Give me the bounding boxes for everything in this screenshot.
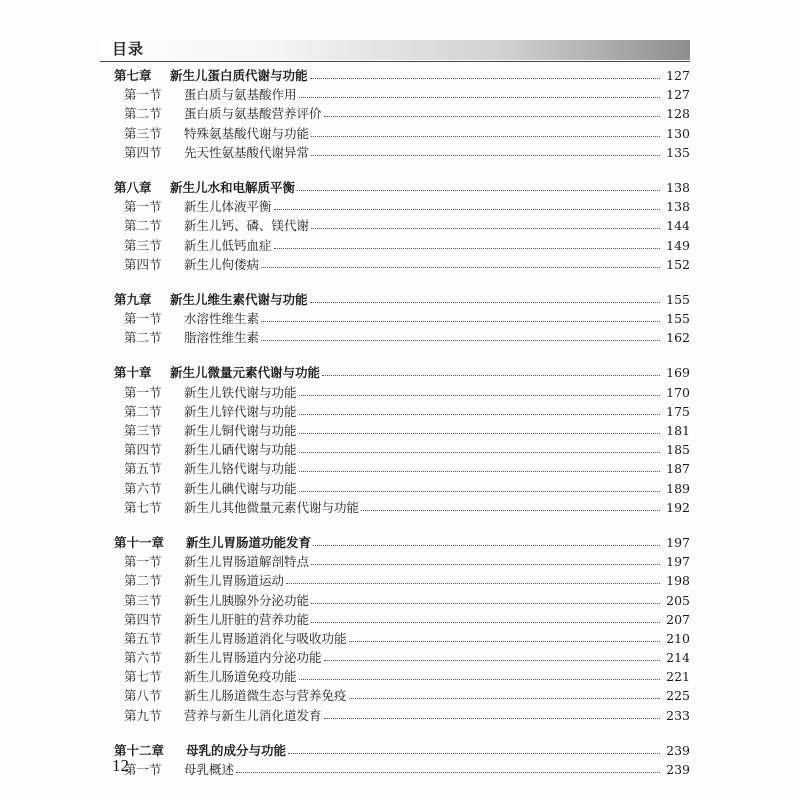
page-reference: 130 — [666, 125, 690, 141]
toc-section-row[interactable] — [114, 124, 690, 143]
chapter-number: 第七章 — [114, 68, 152, 83]
page-reference: 221 — [666, 669, 690, 685]
section-number: 第二节 — [124, 106, 162, 122]
chapter-title: 新生儿维生素代谢与功能 — [170, 291, 308, 307]
dot-leader — [324, 660, 660, 661]
toc-section-row[interactable] — [114, 197, 690, 216]
toc-chapter-row[interactable] — [114, 533, 690, 552]
section-number: 第二节 — [124, 573, 162, 589]
dot-leader — [310, 78, 660, 79]
section-number: 第四节 — [124, 442, 162, 458]
dot-leader — [299, 97, 660, 98]
toc-section-row[interactable] — [114, 421, 690, 440]
toc-chapter-row[interactable] — [114, 290, 690, 309]
page-reference: 207 — [666, 611, 690, 627]
dot-leader — [286, 583, 660, 584]
section-title: 脂溶性维生素 — [184, 330, 260, 346]
dot-leader — [322, 375, 660, 376]
dot-leader — [349, 641, 660, 642]
toc-gap — [114, 347, 690, 363]
toc-section-row[interactable] — [114, 552, 690, 571]
page-reference: 170 — [666, 384, 690, 400]
toc-chapter-row[interactable] — [114, 363, 690, 382]
dot-leader — [311, 622, 660, 623]
section-title: 新生儿胰腺外分泌功能 — [184, 592, 310, 608]
section-number: 第三节 — [124, 125, 162, 141]
chapter-title: 新生儿微量元素代谢与功能 — [170, 365, 321, 381]
header-rule — [100, 61, 690, 62]
page-reference: 214 — [666, 650, 690, 666]
section-number: 第七节 — [124, 669, 162, 685]
dot-leader — [274, 248, 660, 249]
section-title: 新生儿钙、磷、镁代谢 — [184, 218, 310, 234]
section-title: 新生儿铬代谢与功能 — [184, 461, 297, 477]
page-reference: 181 — [666, 423, 690, 438]
page-reference: 127 — [666, 68, 690, 83]
toc-section-row[interactable] — [114, 498, 690, 517]
section-number: 第一节 — [124, 384, 162, 400]
section-title: 新生儿铜代谢与功能 — [184, 423, 297, 438]
section-title: 蛋白质与氨基酸作用 — [184, 87, 297, 103]
page-reference: 162 — [666, 330, 690, 346]
toc-section-row[interactable] — [114, 143, 690, 162]
section-number: 第四节 — [124, 611, 162, 627]
section-title: 新生儿锌代谢与功能 — [184, 403, 297, 419]
section-title: 新生儿碘代谢与功能 — [184, 480, 297, 496]
section-title: 新生儿胃肠道内分泌功能 — [184, 650, 322, 666]
header-gradient-bar — [100, 40, 690, 60]
dot-leader — [236, 772, 660, 773]
chapter-number: 第八章 — [114, 179, 152, 195]
page-reference: 197 — [666, 554, 690, 570]
dot-leader — [324, 718, 660, 719]
toc-section-row[interactable] — [114, 667, 690, 686]
section-number: 第四节 — [124, 144, 162, 160]
dot-leader — [311, 136, 660, 137]
page-reference: 149 — [666, 237, 690, 253]
section-number: 第五节 — [124, 461, 162, 477]
toc-chapter-row[interactable] — [114, 178, 690, 197]
dot-leader — [349, 698, 660, 699]
chapter-title: 母乳的成分与功能 — [186, 742, 287, 758]
dot-leader — [261, 340, 660, 341]
toc-section-row[interactable] — [114, 629, 690, 648]
toc-chapter-row[interactable] — [114, 741, 690, 760]
section-number: 第九节 — [124, 707, 162, 723]
section-number: 第六节 — [124, 480, 162, 496]
section-title: 先天性氨基酸代谢异常 — [184, 144, 310, 160]
page-reference: 138 — [666, 179, 690, 195]
chapter-title: 新生儿水和电解质平衡 — [170, 179, 296, 195]
page-reference: 144 — [666, 218, 690, 234]
toc-gap — [114, 162, 690, 178]
section-number: 第二节 — [124, 403, 162, 419]
section-number: 第一节 — [124, 311, 162, 327]
section-number: 第一节 — [124, 554, 162, 570]
dot-leader — [299, 471, 660, 472]
table-of-contents — [114, 66, 690, 779]
chapter-number: 第十章 — [114, 365, 152, 381]
section-title: 新生儿佝偻病 — [184, 256, 260, 272]
page-reference: 128 — [666, 106, 690, 122]
section-number: 第五节 — [124, 630, 162, 646]
page-reference: 155 — [666, 311, 690, 327]
section-title: 新生儿体液平衡 — [184, 199, 272, 215]
dot-leader — [299, 414, 660, 415]
toc-section-row[interactable] — [114, 571, 690, 590]
toc-section-row[interactable] — [114, 479, 690, 498]
page-reference: 135 — [666, 144, 690, 160]
section-number: 第八节 — [124, 688, 162, 704]
section-title: 蛋白质与氨基酸营养评价 — [184, 106, 322, 122]
toc-section-row[interactable] — [114, 648, 690, 667]
dot-leader — [311, 228, 660, 229]
dot-leader — [361, 510, 660, 511]
toc-section-row[interactable] — [114, 255, 690, 274]
toc-gap — [114, 517, 690, 533]
section-number: 第四节 — [124, 256, 162, 272]
chapter-title: 新生儿胃肠道功能发育 — [186, 534, 312, 550]
dot-leader — [297, 190, 660, 191]
toc-section-row[interactable] — [114, 328, 690, 347]
toc-section-row[interactable] — [114, 309, 690, 328]
section-number: 第二节 — [124, 218, 162, 234]
dot-leader — [311, 603, 660, 604]
dot-leader — [299, 395, 660, 396]
chapter-number: 第十一章 — [114, 534, 165, 550]
dot-leader — [299, 679, 660, 680]
page-reference: 127 — [666, 87, 690, 103]
page-reference: 225 — [666, 688, 690, 704]
toc-section-row[interactable] — [114, 440, 690, 459]
page-reference: 152 — [666, 256, 690, 272]
toc-section-row[interactable] — [114, 85, 690, 104]
section-number: 第一节 — [124, 762, 162, 777]
dot-leader — [288, 753, 660, 754]
page-reference: 239 — [666, 762, 690, 777]
section-number: 第三节 — [124, 423, 162, 438]
section-title: 水溶性维生素 — [184, 311, 260, 327]
toc-section-row[interactable] — [114, 383, 690, 402]
toc-section-row[interactable] — [114, 706, 690, 725]
section-number: 第三节 — [124, 237, 162, 253]
page-reference: 169 — [666, 365, 690, 381]
section-number: 第六节 — [124, 650, 162, 666]
toc-section-row[interactable] — [114, 459, 690, 478]
section-title: 新生儿肠道微生态与营养免疫 — [184, 688, 347, 704]
section-title: 新生儿胃肠道消化与吸收功能 — [184, 630, 347, 646]
dot-leader — [299, 433, 660, 434]
section-title: 新生儿胃肠道解剖特点 — [184, 554, 310, 570]
toc-section-row[interactable] — [114, 236, 690, 255]
toc-section-row[interactable] — [114, 104, 690, 123]
toc-chapter-row[interactable] — [114, 66, 690, 85]
toc-gap — [114, 274, 690, 290]
section-title: 母乳概述 — [184, 762, 235, 777]
toc-section-row[interactable] — [114, 686, 690, 705]
toc-section-row[interactable] — [114, 760, 690, 779]
dot-leader — [299, 491, 660, 492]
chapter-title: 新生儿蛋白质代谢与功能 — [170, 68, 308, 83]
page-reference: 198 — [666, 573, 690, 589]
chapter-number: 第九章 — [114, 291, 152, 307]
section-number: 第二节 — [124, 330, 162, 346]
dot-leader — [261, 267, 660, 268]
dot-leader — [274, 209, 660, 210]
section-title: 新生儿铁代谢与功能 — [184, 384, 297, 400]
page-reference: 192 — [666, 499, 690, 515]
page-reference: 175 — [666, 403, 690, 419]
page-reference: 155 — [666, 291, 690, 307]
section-number: 第一节 — [124, 87, 162, 103]
section-number: 第一节 — [124, 199, 162, 215]
section-title: 营养与新生儿消化道发育 — [184, 707, 322, 723]
section-title: 新生儿硒代谢与功能 — [184, 442, 297, 458]
page-reference: 210 — [666, 630, 690, 646]
section-title: 新生儿肠道免疫功能 — [184, 669, 297, 685]
page-reference: 138 — [666, 199, 690, 215]
page-number: 12 — [112, 756, 129, 775]
page-title: 目录 — [112, 40, 145, 58]
dot-leader — [310, 302, 660, 303]
dot-leader — [261, 321, 660, 322]
page-reference: 185 — [666, 442, 690, 458]
toc-section-row[interactable] — [114, 402, 690, 421]
toc-section-row[interactable] — [114, 216, 690, 235]
page-reference: 233 — [666, 707, 690, 723]
page-reference: 189 — [666, 480, 690, 496]
page-reference: 239 — [666, 742, 690, 758]
section-number: 第七节 — [124, 499, 162, 515]
dot-leader — [299, 452, 660, 453]
dot-leader — [313, 545, 660, 546]
dot-leader — [324, 116, 660, 117]
page-reference: 187 — [666, 461, 690, 477]
page-reference: 205 — [666, 592, 690, 608]
toc-section-row[interactable] — [114, 610, 690, 629]
section-number: 第三节 — [124, 592, 162, 608]
page-reference: 197 — [666, 534, 690, 550]
section-title: 特殊氨基酸代谢与功能 — [184, 125, 310, 141]
chapter-number: 第十二章 — [114, 742, 165, 758]
toc-section-row[interactable] — [114, 591, 690, 610]
toc-gap — [114, 725, 690, 741]
section-title: 新生儿肝脏的营养功能 — [184, 611, 310, 627]
section-title: 新生儿低钙血症 — [184, 237, 272, 253]
section-title: 新生儿胃肠道运动 — [184, 573, 285, 589]
dot-leader — [311, 564, 660, 565]
dot-leader — [311, 155, 660, 156]
section-title: 新生儿其他微量元素代谢与功能 — [184, 499, 360, 515]
